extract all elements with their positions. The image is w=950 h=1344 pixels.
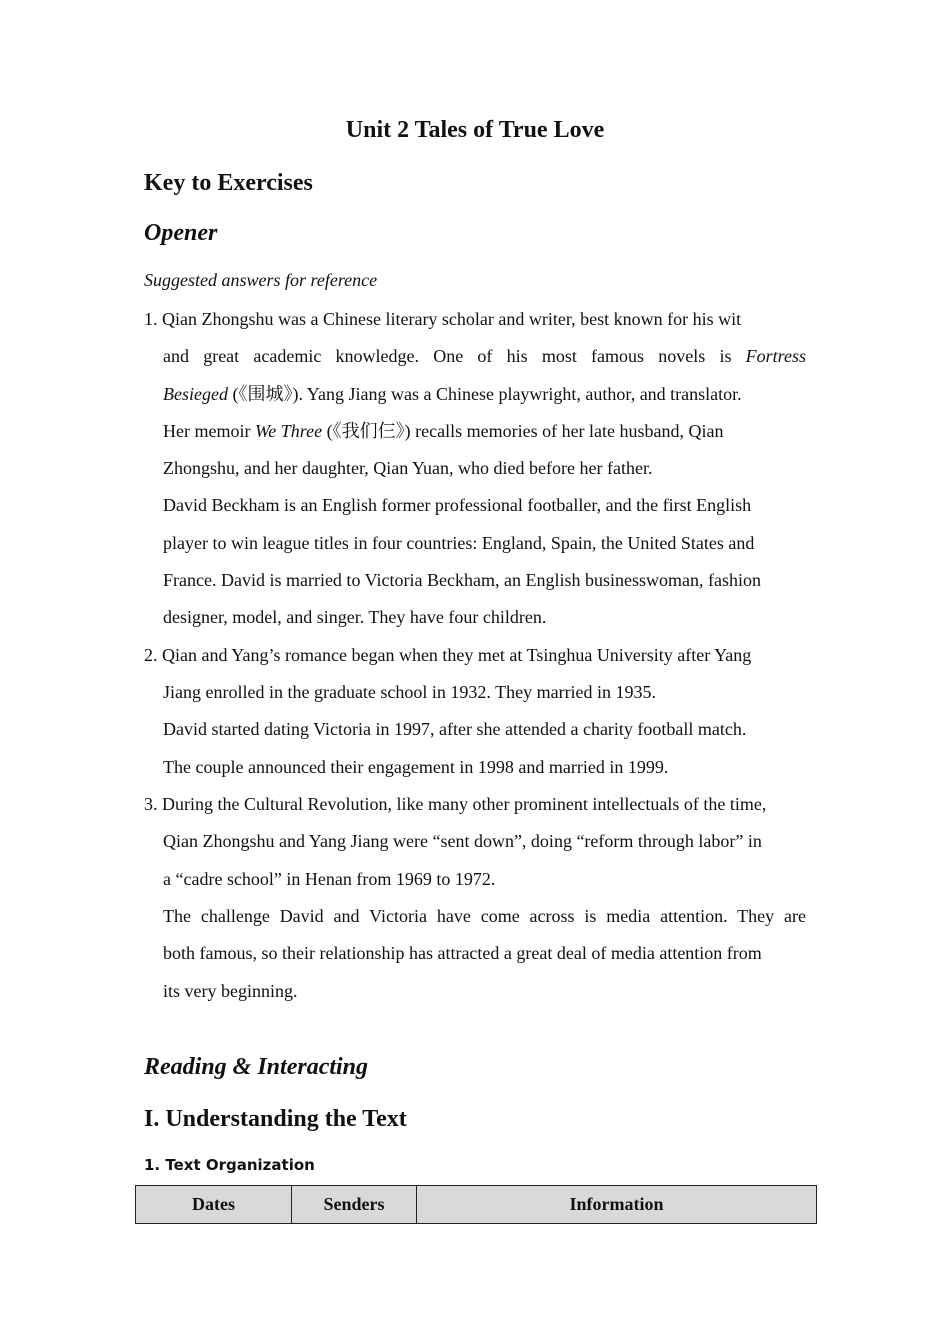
answer-1-line-4: Her memoir We Three (《我们仨》) recalls memories of her late husband, Qian: [163, 421, 724, 441]
column-header-senders: Senders: [292, 1186, 417, 1224]
answer-1-line-9: designer, model, and singer. They have four children.: [163, 607, 547, 627]
answer-3-line-4: The challenge David and Victoria have come across is media attention. They are: [163, 906, 806, 926]
answer-1-line-6: David Beckham is an English former professional footballer, and the first English: [163, 495, 752, 515]
opener-heading: Opener: [144, 220, 218, 246]
answer-1-line-1: 1. Qian Zhongshu was a Chinese literary scholar and writer, best known for his wit: [144, 309, 742, 329]
column-header-information: Information: [417, 1186, 817, 1224]
column-header-dates: Dates: [136, 1186, 292, 1224]
answer-2-line-2: Jiang enrolled in the graduate school in 1932. They married in 1935.: [163, 682, 657, 702]
answer-2-line-3: David started dating Victoria in 1997, after she attended a charity football match.: [163, 719, 747, 739]
key-heading: Key to Exercises: [144, 170, 313, 196]
answer-3-line-2: Qian Zhongshu and Yang Jiang were “sent down”, doing “reform through labor” in: [163, 831, 762, 851]
answer-1-line-2: and great academic knowledge. One of his most famous novels is Fortress: [163, 346, 807, 366]
text-organization-heading: 1. Text Organization: [144, 1156, 315, 1174]
reading-interacting-heading: Reading & Interacting: [144, 1054, 369, 1080]
answer-1-line-7: player to win league titles in four countries: England, Spain, the United States and: [163, 533, 755, 553]
table-header-row: [136, 1186, 817, 1224]
answer-1-line-3: Besieged (《围城》). Yang Jiang was a Chinese playwright, author, and translator.: [163, 384, 742, 404]
answer-1-line-5: Zhongshu, and her daughter, Qian Yuan, who died before her father.: [163, 458, 653, 478]
answer-3-line-1: 3. During the Cultural Revolution, like many other prominent intellectuals of the time,: [144, 794, 767, 814]
answer-2-line-4: The couple announced their engagement in 1998 and married in 1999.: [163, 757, 669, 777]
text-organization-table: [135, 1185, 817, 1224]
answer-3-line-6: its very beginning.: [163, 981, 298, 1001]
answer-3-line-5: both famous, so their relationship has attracted a great deal of media attention from: [163, 943, 762, 963]
answer-3-line-3: a “cadre school” in Henan from 1969 to 1972.: [163, 869, 496, 889]
answer-1-line-8: France. David is married to Victoria Beckham, an English businesswoman, fashion: [163, 570, 761, 590]
answer-2-line-1: 2. Qian and Yang’s romance began when they met at Tsinghua University after Yang: [144, 645, 752, 665]
understanding-text-heading: I. Understanding the Text: [144, 1106, 407, 1132]
page-title: Unit 2 Tales of True Love: [345, 117, 605, 143]
suggested-answers-note: Suggested answers for reference: [144, 270, 378, 290]
